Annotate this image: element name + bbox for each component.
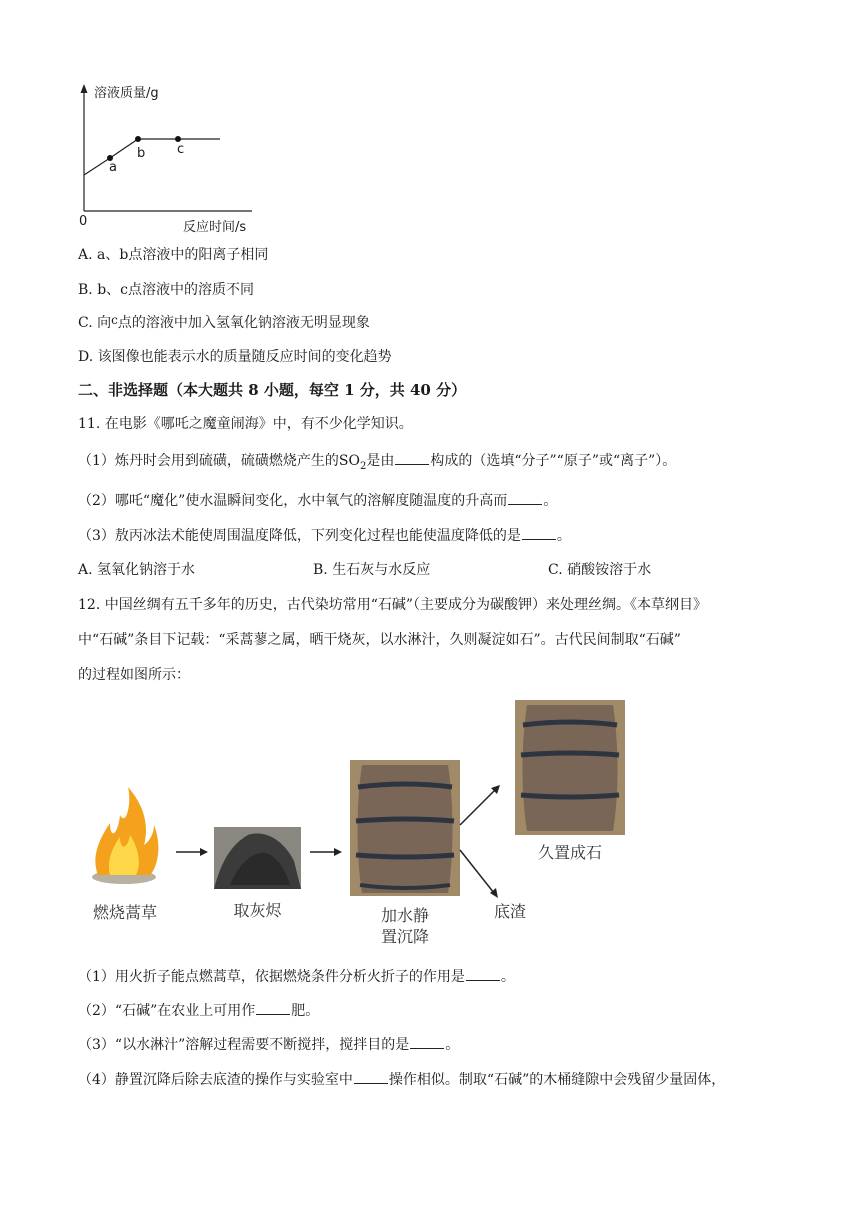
q11-part2-text-b: 。 [543, 493, 558, 509]
q12-part4-text-a: （4）静置沉降后除去底渣的操作与实验室中 [78, 1072, 353, 1088]
caption-burn-grass: 燃烧蒿草 [92, 903, 157, 922]
so2-formula: SO [338, 453, 360, 469]
answer-blank[interactable] [410, 1034, 444, 1049]
q10-option-c [78, 313, 370, 333]
q11-option-a: A. 氢氧化钠溶于水 [78, 562, 196, 578]
q10-option-a-text: a、b点溶液中的阳离子相同 [97, 247, 269, 263]
x-axis-label: 反应时间/s [183, 220, 247, 235]
q10-option-a [78, 245, 268, 265]
caption-add-water-1: 加水静 [380, 906, 429, 925]
so2-subscript: 2 [359, 460, 367, 472]
q10-option-c-prefix: C. 向 [78, 315, 112, 331]
point-c-label: c [177, 142, 185, 157]
solution-mass-graph [70, 80, 270, 235]
origin-label: 0 [79, 214, 88, 229]
q12-part1-text-a: （1）用火折子能点燃蒿草，依据燃烧条件分析火折子的作用是 [78, 969, 465, 985]
q11-part1-text-a: （1）炼丹时会用到硫磺，硫磺燃烧产生的 [78, 453, 339, 469]
q12-part2 [78, 1000, 319, 1021]
answer-blank[interactable] [354, 1069, 388, 1084]
arrow-icon [176, 848, 208, 856]
section-heading: 二、非选择题（本大题共 8 小题，每空 1 分，共 40 分） [78, 381, 467, 399]
answer-blank[interactable] [256, 1000, 290, 1015]
q11-part1-text-c: 构成的（选填“分子”“原子”或“离子”）。 [430, 453, 677, 469]
graph-point-b [135, 136, 141, 142]
arrow-icon [310, 848, 342, 856]
q11-part1-text-b: 是由 [366, 453, 395, 469]
caption-residue: 底渣 [493, 902, 526, 921]
caption-add-water-2: 置沉降 [380, 927, 429, 946]
q10-option-c-text: 点的溶液中加入氢氧化钠溶液无明显现象 [117, 315, 370, 331]
graph-axes [70, 80, 270, 235]
q10-option-c-var: c [111, 313, 118, 327]
q12-stem-line3: 的过程如图所示： [78, 667, 190, 683]
q10-option-a-prefix: A. [78, 247, 98, 263]
q12-part3-text-b: 。 [445, 1037, 460, 1053]
q12-part4-text-b: 操作相似。制取“石碱”的木桶缝隙中会残留少量固体， [388, 1072, 726, 1088]
q12-part2-text-b: 肥。 [291, 1003, 320, 1019]
graph-curve [84, 139, 220, 175]
answer-blank[interactable] [395, 450, 429, 465]
q12-part3-text-a: （3）“以水淋汁”溶解过程需要不断搅拌，搅拌目的是 [78, 1037, 410, 1053]
q12-stem-line1: 12. 中国丝绸有五千多年的历史，古代染坊常用“石碱”（主要成分为碳酸钾）来处理丝绸。《本草纲目》 [78, 597, 708, 613]
q12-part3 [78, 1034, 459, 1055]
caption-take-ash: 取灰烬 [233, 901, 282, 920]
q12-part4 [78, 1069, 725, 1090]
arrow-icon [460, 850, 498, 898]
q11-part2-text-a: （2）哪吒“魔化”使水温瞬间变化，水中氧气的溶解度随温度的升高而 [78, 493, 508, 509]
q11-part2 [78, 490, 557, 511]
ash-pile-image [214, 827, 301, 889]
burning-grass-icon [92, 787, 158, 884]
q10-option-b: B. b、c点溶液中的溶质不同 [78, 282, 254, 298]
point-b-label: b [137, 146, 146, 161]
q11-option-c: C. 硝酸铵溶于水 [548, 562, 652, 578]
q12-part1 [78, 966, 515, 987]
q10-option-d: D. 该图像也能表示水的质量随反应时间的变化趋势 [78, 349, 392, 365]
caption-long-stand-stone: 久置成石 [537, 843, 602, 862]
process-diagram [80, 695, 640, 950]
y-axis-label: 溶液质量/g [94, 86, 159, 101]
q11-option-b: B. 生石灰与水反应 [313, 562, 431, 578]
water-barrel-image [350, 760, 460, 896]
q11-part1 [78, 450, 676, 477]
q12-part2-text-a: （2）“石碱”在农业上可用作 [78, 1003, 256, 1019]
stone-barrel-image [515, 700, 625, 835]
q11-stem: 11. 在电影《哪吒之魔童闹海》中，有不少化学知识。 [78, 416, 413, 432]
q11-part3-text-a: （3）敖丙冰法术能使周围温度降低，下列变化过程也能使温度降低的是 [78, 528, 521, 544]
answer-blank[interactable] [466, 966, 500, 981]
q12-part1-text-b: 。 [500, 969, 515, 985]
q12-stem-line2: 中“石碱”条目下记载：“采蒿蓼之属，晒干烧灰，以水淋汁，久则凝淀如石”。古代民间制取“石碱” [78, 632, 681, 648]
q11-part3 [78, 525, 571, 546]
arrow-icon [460, 785, 500, 825]
answer-blank[interactable] [522, 525, 556, 540]
point-a-label: a [109, 160, 117, 175]
q11-part3-text-b: 。 [556, 528, 571, 544]
answer-blank[interactable] [508, 490, 542, 505]
